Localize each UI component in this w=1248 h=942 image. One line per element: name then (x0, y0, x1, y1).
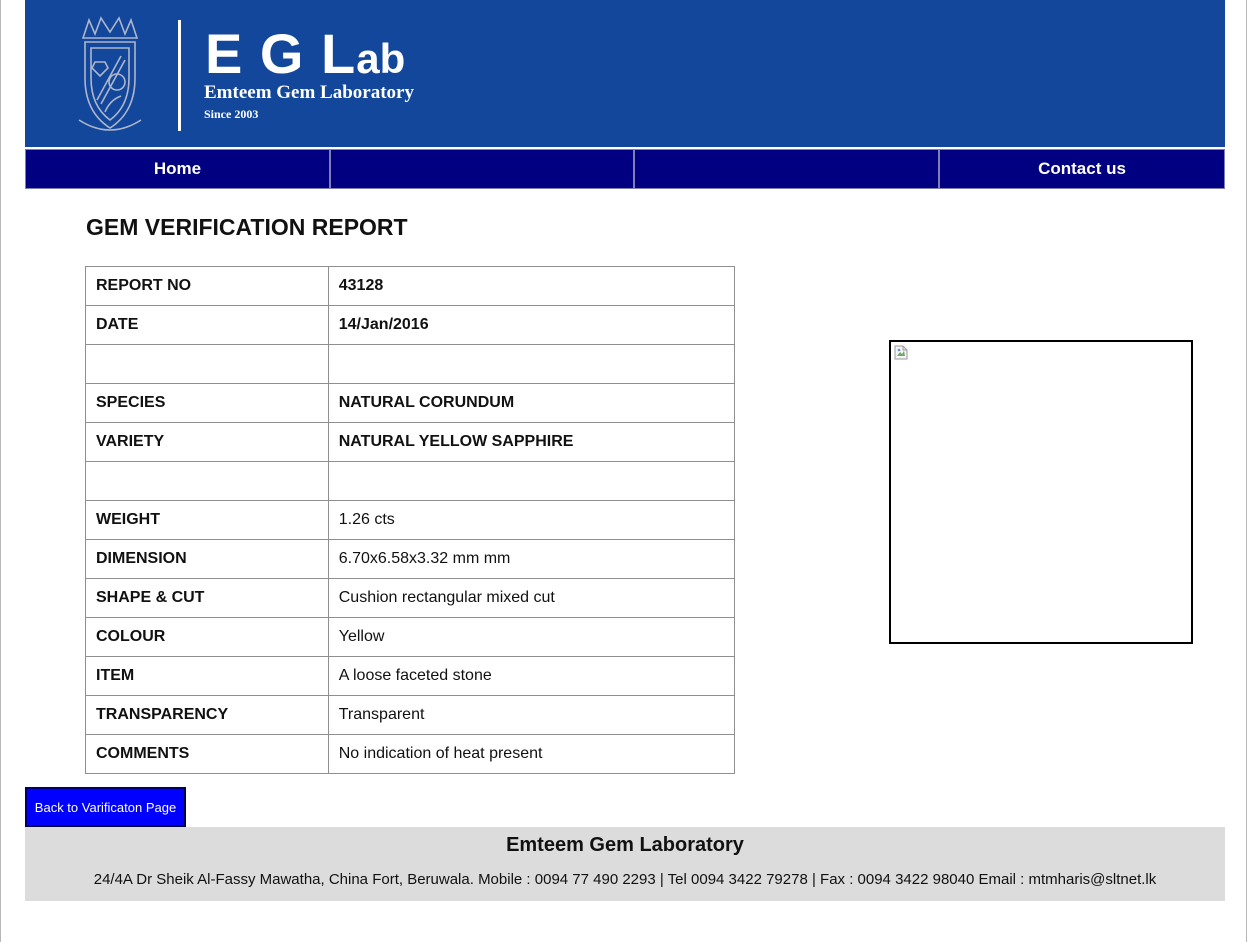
row-label-dimension: DIMENSION (86, 540, 329, 579)
row-value-colour: Yellow (328, 618, 734, 657)
row-label-blank (86, 462, 329, 501)
report-table (85, 266, 735, 774)
brand-big-letters: E G L (205, 22, 357, 85)
brand-logo-text (205, 22, 406, 87)
table-row (86, 735, 735, 774)
main-nav (25, 149, 1225, 189)
table-row (86, 345, 735, 384)
row-value-weight: 1.26 cts (328, 501, 734, 540)
table-row (86, 462, 735, 501)
row-label-colour: COLOUR (86, 618, 329, 657)
row-label-item: ITEM (86, 657, 329, 696)
table-row (86, 579, 735, 618)
table-row (86, 501, 735, 540)
row-value-shape-cut: Cushion rectangular mixed cut (328, 579, 734, 618)
table-row (86, 696, 735, 735)
brand-small-letters: ab (356, 35, 406, 82)
nav-item-empty-2[interactable] (634, 149, 939, 189)
row-value-transparency: Transparent (328, 696, 734, 735)
row-value-variety: NATURAL YELLOW SAPPHIRE (328, 423, 734, 462)
row-value-item: A loose faceted stone (328, 657, 734, 696)
page-title: GEM VERIFICATION REPORT (86, 214, 408, 240)
row-value-blank (328, 462, 734, 501)
row-label-weight: WEIGHT (86, 501, 329, 540)
table-row (86, 384, 735, 423)
nav-item-empty-1[interactable] (330, 149, 634, 189)
gem-photo (889, 340, 1193, 644)
row-label-date: DATE (86, 306, 329, 345)
row-label-blank (86, 345, 329, 384)
row-value-comments: No indication of heat present (328, 735, 734, 774)
footer-address: 24/4A Dr Sheik Al-Fassy Mawatha, China Fort, Beruwala. Mobile : 0094 77 490 2293 | Tel 0094 3422 79278 | Fax : 0094 3422 98040 Email : mtmharis@sltnet.lk (93, 871, 1157, 888)
table-row (86, 423, 735, 462)
back-to-verification-button[interactable]: Back to Varificaton Page (25, 787, 186, 827)
row-value-report-no: 43128 (328, 267, 734, 306)
footer (25, 827, 1225, 901)
row-value-species: NATURAL CORUNDUM (328, 384, 734, 423)
row-label-shape-cut: SHAPE & CUT (86, 579, 329, 618)
row-label-transparency: TRANSPARENCY (86, 696, 329, 735)
page-border-right (1246, 0, 1247, 942)
table-row (86, 306, 735, 345)
table-row (86, 267, 735, 306)
brand-subtitle: Emteem Gem Laboratory (204, 82, 414, 103)
row-value-dimension: 6.70x6.58x3.32 mm mm (328, 540, 734, 579)
row-label-comments: COMMENTS (86, 735, 329, 774)
table-row (86, 540, 735, 579)
header-divider (178, 20, 181, 131)
header-banner (25, 0, 1225, 147)
brand-since: Since 2003 (204, 107, 259, 121)
page-border-left (0, 0, 1, 942)
row-label-species: SPECIES (86, 384, 329, 423)
footer-title: Emteem Gem Laboratory (506, 834, 744, 856)
crest-icon (75, 16, 145, 136)
table-row (86, 618, 735, 657)
row-value-blank (328, 345, 734, 384)
nav-home[interactable]: Home (25, 149, 330, 189)
row-label-variety: VARIETY (86, 423, 329, 462)
row-label-report-no: REPORT NO (86, 267, 329, 306)
table-row (86, 657, 735, 696)
broken-image-icon (894, 345, 908, 360)
nav-contact-us[interactable]: Contact us (939, 149, 1225, 189)
row-value-date: 14/Jan/2016 (328, 306, 734, 345)
